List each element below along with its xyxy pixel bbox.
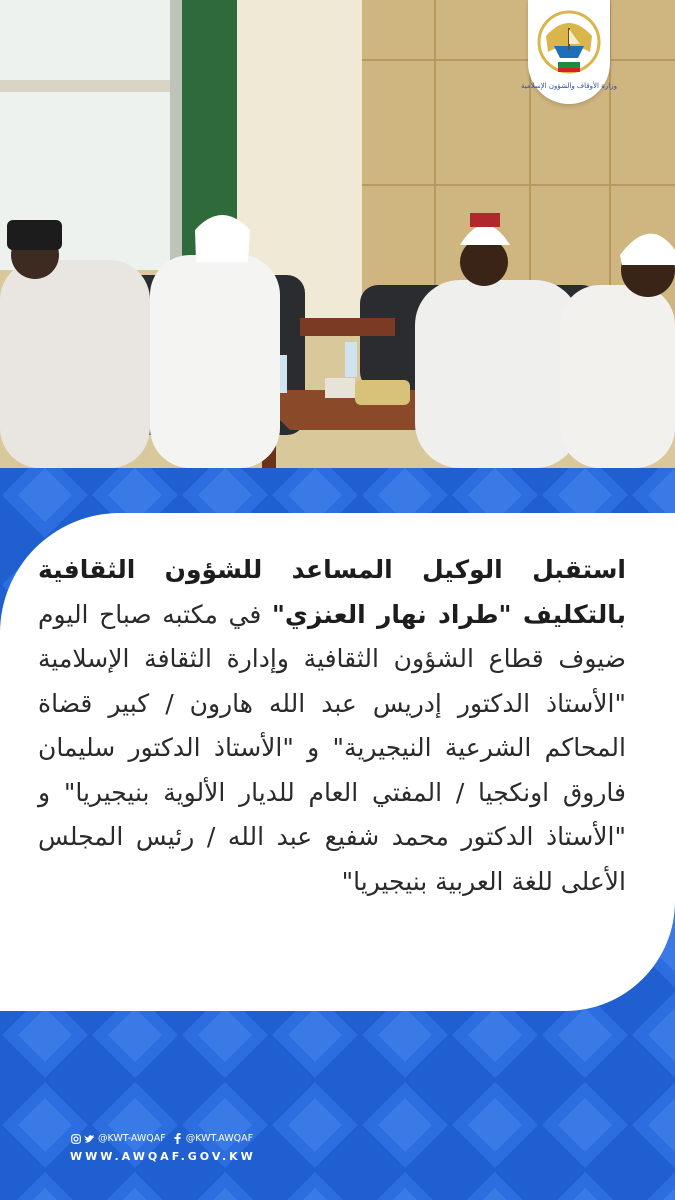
instagram-icon[interactable] — [70, 1133, 81, 1144]
social-group-right — [172, 1133, 253, 1144]
logo-text: وزارة الأوقاف والشؤون الإسلامية — [521, 82, 617, 90]
facebook-icon[interactable] — [172, 1133, 183, 1144]
social-handle-left: @KWT-AWQAF — [98, 1133, 166, 1144]
footer — [70, 1133, 256, 1163]
ministry-emblem-icon — [521, 0, 617, 104]
website-link[interactable]: WWW.AWQAF.GOV.KW — [70, 1150, 256, 1163]
social-handle-right: @KWT.AWQAF — [185, 1133, 254, 1144]
article-body: في مكتبه صباح اليوم ضيوف قطاع الشؤون الثقافية وإدارة الثقافة الإسلامية "الأستاذ الدكتور إدريس عبد الله هارون / كبير قضاة المحاكم الشرعية النيجيرية" و "الأستاذ الدكتور سليمان فاروق اونكجيا / المفتي العام للديار الألوية بنيجيريا" و "الأستاذ الدكتور محمد شفيع عبد الله / رئيس المجلس الأعلى للغة العربية بنيجيريا" — [38, 599, 626, 896]
twitter-icon[interactable] — [84, 1133, 95, 1144]
article-text — [38, 548, 626, 904]
social-group-left — [70, 1133, 166, 1144]
ministry-logo — [521, 0, 617, 104]
social-row — [70, 1133, 256, 1144]
article-headline: استقبل الوكيل المساعد للشؤون الثقافية بالتكليف "طراد نهار العنزي" — [38, 555, 626, 629]
